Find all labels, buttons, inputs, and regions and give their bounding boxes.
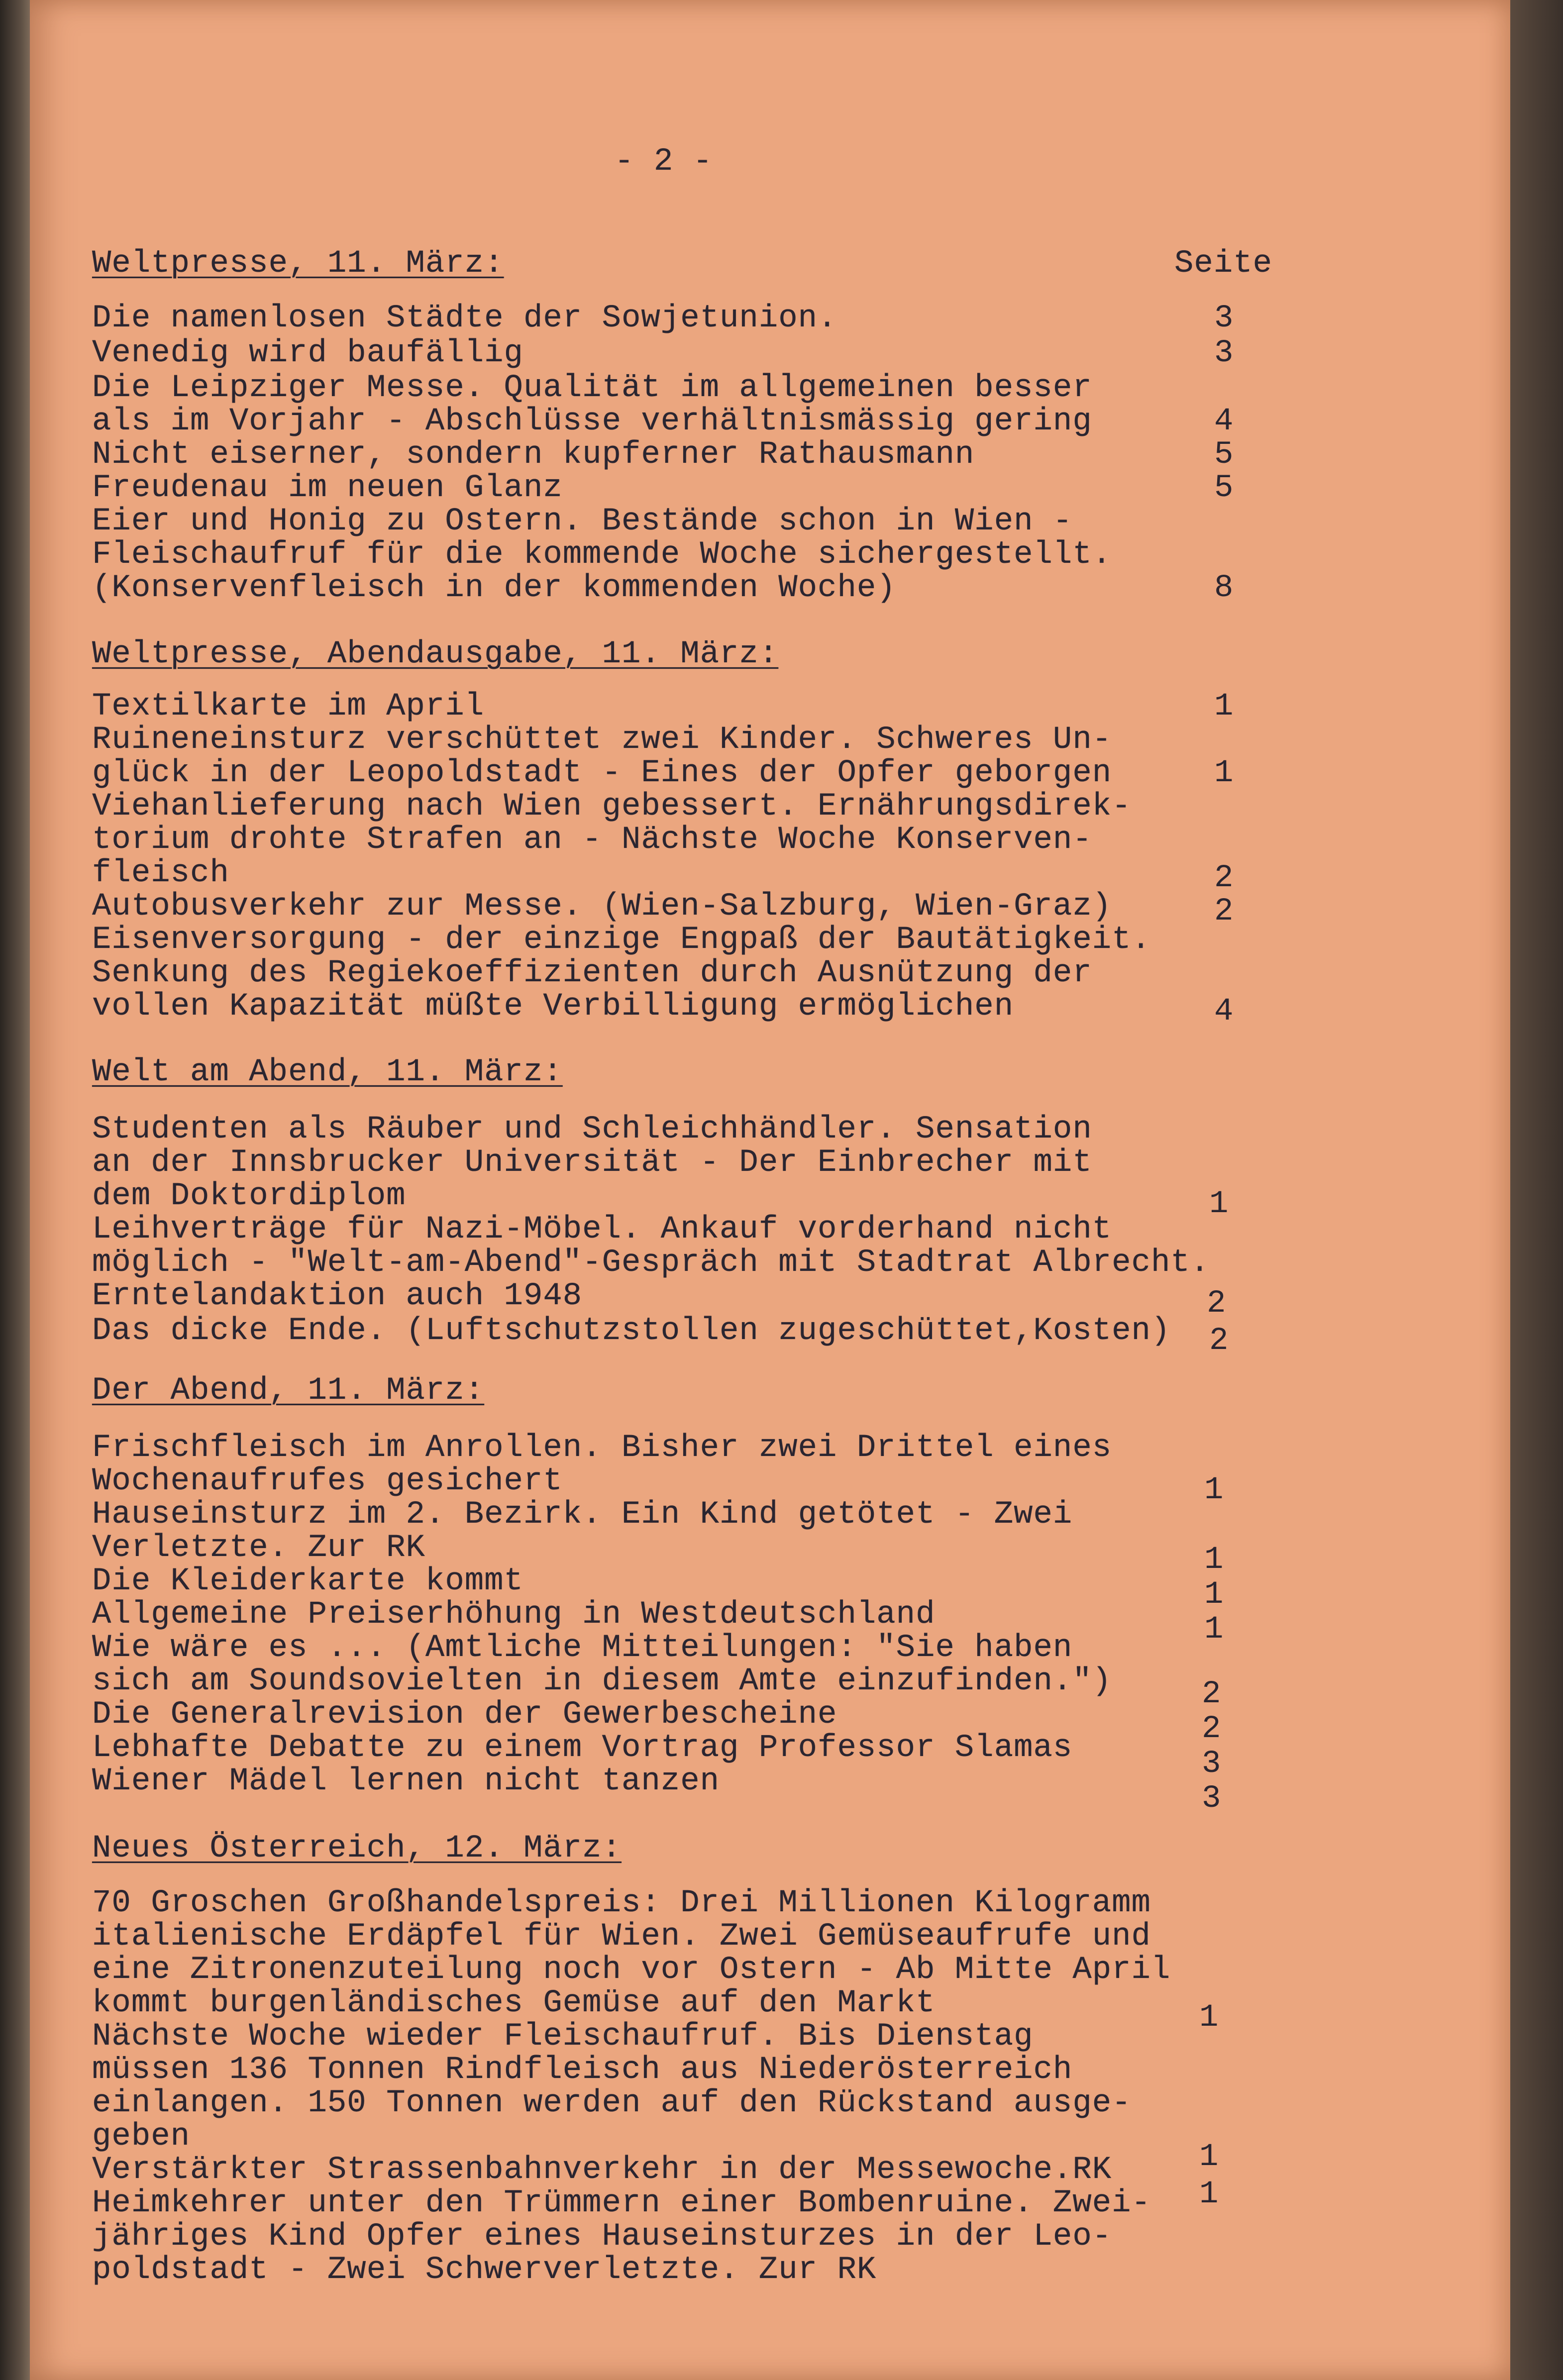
entry-line: poldstadt - Zwei Schwerverletzte. Zur RK — [92, 2252, 877, 2288]
entry-line: Wie wäre es ... (Amtliche Mitteilungen: "Sie haben — [92, 1630, 1073, 1666]
entry-line: Allgemeine Preiserhöhung in Westdeutschland — [92, 1597, 936, 1633]
entry-line: kommt burgenländisches Gemüse auf den Markt — [92, 1985, 936, 2021]
page-number: 2 — [1202, 1676, 1221, 1712]
column-label-seite: Seite — [1174, 246, 1273, 282]
entry-line: Wiener Mädel lernen nicht tanzen — [92, 1763, 720, 1799]
page-edge — [1510, 0, 1563, 2380]
section-heading: Weltpresse, 11. März: — [92, 246, 504, 282]
entry-line: als im Vorjahr - Abschlüsse verhältnismässig gering — [92, 404, 1092, 439]
page-number: 8 — [1214, 570, 1234, 606]
page-number: 3 — [1214, 301, 1234, 336]
entry-line: Verletzte. Zur RK — [92, 1530, 425, 1566]
entry-line: Die namenlosen Städte der Sowjetunion. — [92, 301, 837, 336]
entry-line: Studenten als Räuber und Schleichhändler. Sensation — [92, 1112, 1092, 1147]
entry-line: Frischfleisch im Anrollen. Bisher zwei Drittel eines — [92, 1430, 1112, 1466]
entry-line: Nicht eiserner, sondern kupferner Rathausmann — [92, 437, 975, 473]
page-number: 1 — [1214, 689, 1234, 724]
entry-line: Das dicke Ende. (Luftschutzstollen zugeschüttet,Kosten) — [92, 1313, 1171, 1349]
entry-line: Die Leipziger Messe. Qualität im allgemeinen besser — [92, 370, 1092, 406]
page-number: 2 — [1214, 894, 1234, 930]
entry-line: jähriges Kind Opfer eines Hauseinsturzes in der Leo- — [92, 2219, 1112, 2255]
entry-line: Lebhafte Debatte zu einem Vortrag Professor Slamas — [92, 1730, 1073, 1766]
page-number: 5 — [1214, 470, 1234, 506]
page-number: 5 — [1214, 437, 1234, 473]
page-header: - 2 - — [615, 144, 713, 180]
page-number: 3 — [1214, 335, 1234, 371]
page-number: 1 — [1204, 1472, 1224, 1508]
page-number: 2 — [1209, 1323, 1229, 1359]
entry-line: vollen Kapazität müßte Verbilligung ermöglichen — [92, 989, 1014, 1025]
entry-line: Verstärkter Strassenbahnverkehr in der Messewoche.RK — [92, 2152, 1112, 2188]
page-number: 2 — [1202, 1711, 1221, 1747]
entry-line: fleisch — [92, 855, 229, 891]
page-number: 1 — [1199, 2139, 1219, 2175]
page-number: 3 — [1202, 1746, 1221, 1782]
entry-line: Venedig wird baufällig — [92, 335, 523, 371]
entry-line: Senkung des Regiekoeffizienten durch Ausnützung der — [92, 955, 1092, 991]
entry-line: Autobusverkehr zur Messe. (Wien-Salzburg, Wien-Graz) — [92, 889, 1112, 925]
page-number: 2 — [1207, 1286, 1226, 1322]
entry-line: Textilkarte im April — [92, 689, 485, 724]
entry-line: Leihverträge für Nazi-Möbel. Ankauf vorderhand nicht — [92, 1212, 1112, 1247]
section-heading: Welt am Abend, 11. März: — [92, 1054, 563, 1090]
entry-line: müssen 136 Tonnen Rindfleisch aus Niederösterreich — [92, 2052, 1073, 2088]
page-number: 1 — [1209, 1186, 1229, 1222]
entry-line: Hauseinsturz im 2. Bezirk. Ein Kind getötet - Zwei — [92, 1497, 1073, 1533]
section-heading: Neues Österreich, 12. März: — [92, 1831, 622, 1866]
entry-line: 70 Groschen Großhandelspreis: Drei Millionen Kilogramm — [92, 1885, 1151, 1921]
entry-line: Nächste Woche wieder Fleischaufruf. Bis Dienstag — [92, 2019, 1034, 2055]
entry-line: sich am Soundsovielten in diesem Amte einzufinden.") — [92, 1663, 1112, 1699]
page-number: 1 — [1204, 1542, 1224, 1578]
entry-line: Die Generalrevision der Gewerbescheine — [92, 1697, 837, 1733]
entry-line: dem Doktordiplom — [92, 1178, 406, 1214]
page-number: 3 — [1202, 1781, 1221, 1817]
page-number: 4 — [1214, 404, 1234, 439]
entry-line: Fleischaufruf für die kommende Woche sichergestellt. — [92, 537, 1112, 573]
page-number: 2 — [1214, 860, 1234, 896]
page-number: 1 — [1204, 1577, 1224, 1613]
entry-line: Viehanlieferung nach Wien gebessert. Ernährungsdirek- — [92, 789, 1132, 825]
entry-line: torium drohte Strafen an - Nächste Woche Konserven- — [92, 822, 1092, 858]
page-number: 4 — [1214, 994, 1234, 1030]
section-heading: Der Abend, 11. März: — [92, 1373, 485, 1409]
page-number: 1 — [1204, 1612, 1224, 1648]
entry-line: Eier und Honig zu Ostern. Bestände schon in Wien - — [92, 504, 1073, 539]
entry-line: eine Zitronenzuteilung noch vor Ostern - Ab Mitte April — [92, 1952, 1171, 1988]
entry-line: einlangen. 150 Tonnen werden auf den Rückstand ausge- — [92, 2085, 1132, 2121]
entry-line: Heimkehrer unter den Trümmern einer Bombenruine. Zwei- — [92, 2185, 1151, 2221]
page-number: 1 — [1199, 2000, 1219, 2036]
entry-line: möglich - "Welt-am-Abend"-Gespräch mit Stadtrat Albrecht. — [92, 1245, 1210, 1281]
entry-line: Wochenaufrufes gesichert — [92, 1463, 563, 1499]
entry-line: Ruineneinsturz verschüttet zwei Kinder. Schweres Un- — [92, 722, 1112, 758]
entry-line: Freudenau im neuen Glanz — [92, 470, 563, 506]
entry-line: glück in der Leopoldstadt - Eines der Opfer geborgen — [92, 755, 1112, 791]
entry-line: Eisenversorgung - der einzige Engpaß der Bautätigkeit. — [92, 922, 1151, 958]
entry-line: an der Innsbrucker Universität - Der Einbrecher mit — [92, 1145, 1092, 1181]
entry-line: (Konservenfleisch in der kommenden Woche) — [92, 570, 896, 606]
page-number: 1 — [1214, 755, 1234, 791]
page-number: 1 — [1199, 2176, 1219, 2212]
entry-line: Erntelandaktion auch 1948 — [92, 1278, 583, 1314]
entry-line: Die Kleiderkarte kommt — [92, 1563, 523, 1599]
section-heading: Weltpresse, Abendausgabe, 11. März: — [92, 636, 779, 672]
entry-line: italienische Erdäpfel für Wien. Zwei Gemüseaufrufe und — [92, 1919, 1151, 1955]
entry-line: geben — [92, 2119, 191, 2155]
